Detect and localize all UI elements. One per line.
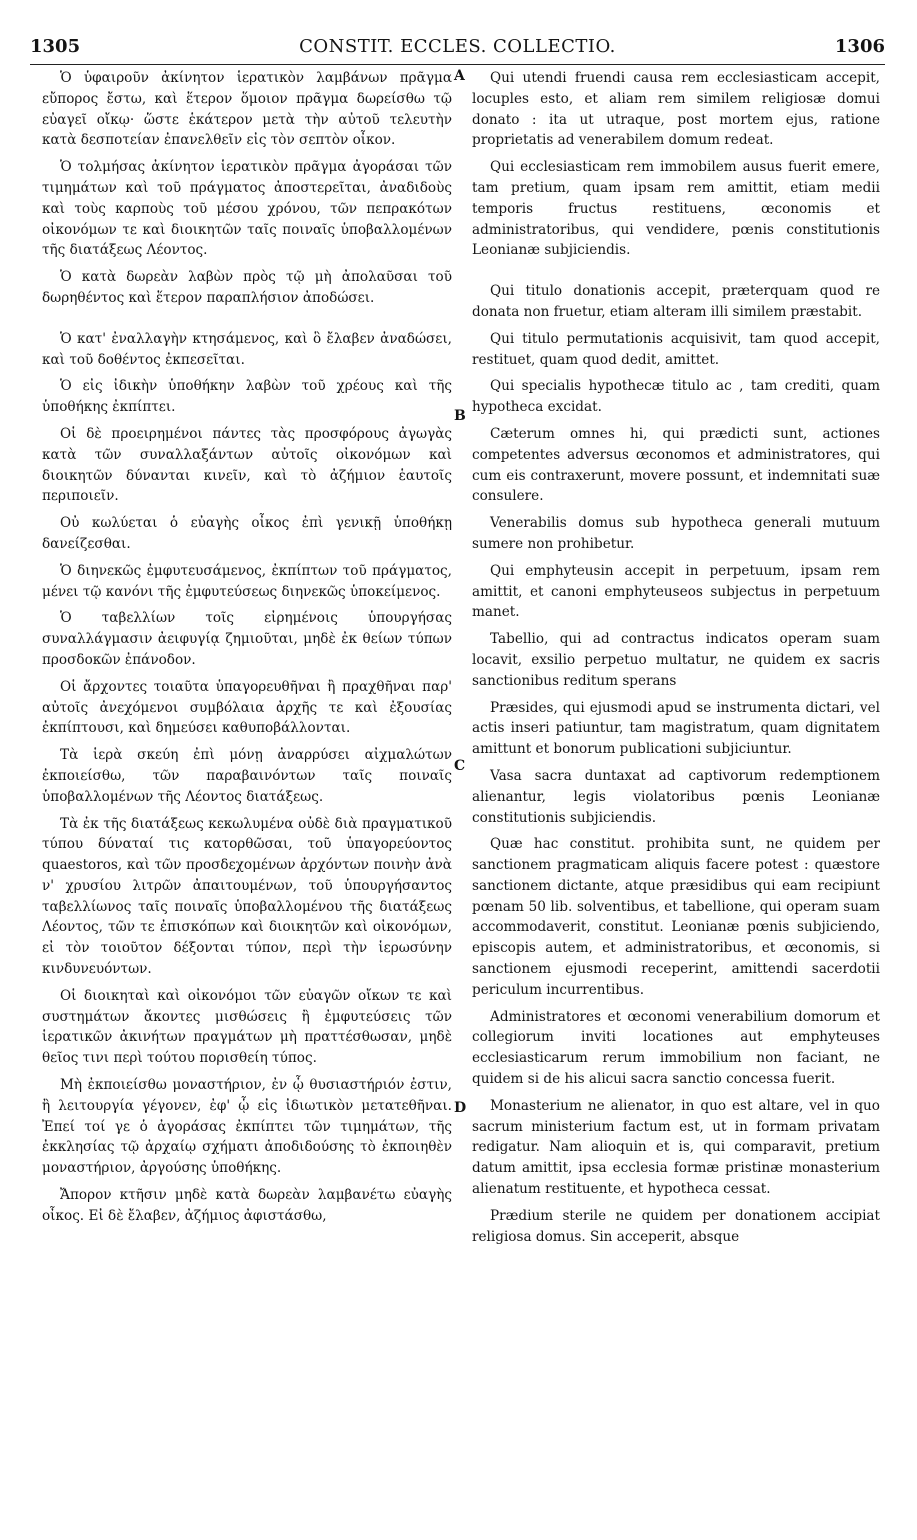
- latin-paragraph: Quæ hac constitut. prohibita sunt, ne quidem per sanctionem pragmaticam aliquis facere potest : quæstore sanctionem dictante, atque præsidibus qui eam recipiunt pœnam 50 lib. solventibus, et tabellione, qui operam suam accommodaverit, constitut. Leonianæ pœnis subjiciendo, episcopis autem, et administratoribus, et œconomis, si sanctionem ejusmodi receperint, amittendi sacerdotii periculum incurrentibus.: [472, 836, 880, 998]
- margin-marker-a: A: [454, 68, 465, 84]
- margin-marker-d: D: [454, 1100, 467, 1116]
- latin-paragraph: Qui utendi fruendi causa rem ecclesiasticam accepit, locuples esto, et aliam rem similem religiosæ domui donato : ita ut utraque, post mortem ejus, ratione proprietatis ad venerabilem domum redeat.: [472, 70, 880, 149]
- running-title: CONSTIT. ECCLES. COLLECTIO.: [299, 36, 616, 57]
- latin-paragraph: Administratores et œconomi venerabilium domorum et collegiorum inviti locationes aut emphyteuses ecclesiasticarum rerum immobilium non faciant, ne quidem si de his alicui sacra sanctio concessa fuerit.: [472, 1008, 880, 1088]
- latin-paragraph: Tabellio, qui ad contractus indicatos operam suam locavit, exsilio perpetuo multatur, ne quidem ex sacris sanctionibus reditum sperans: [472, 631, 880, 689]
- page-number-left: 1305: [30, 36, 81, 57]
- greek-paragraph: Ὁ εἰς ἰδικὴν ὑποθήκην λαβὼν τοῦ χρέους καὶ τῆς ὑποθήκης ἐκπίπτει.: [42, 378, 452, 416]
- latin-paragraph: Præsides, qui ejusmodi apud se instrumenta dictari, vel actis inseri patiuntur, tam magistratum, quam dignitatem amittunt et bonorum publicationi subjiciuntur.: [472, 699, 880, 758]
- greek-paragraph: Οὐ κωλύεται ὁ εὐαγὴς οἶκος ἐπὶ γενικῇ ὑποθήκῃ δανείζεσθαι.: [42, 515, 452, 552]
- latin-paragraph: Cæterum omnes hi, qui prædicti sunt, actiones competentes adversus œconomos et administratores, qui cum eis contraxerunt, movere possunt, et indemnitati suæ consulere.: [472, 425, 880, 505]
- header-rule: [30, 64, 885, 65]
- greek-paragraph: Ἄπορον κτῆσιν μηδὲ κατὰ δωρεὰν λαμβανέτω εὐαγὴς οἶκος. Εἰ δὲ ἔλαβεν, ἀζήμιος ἀφιστάσθω,: [42, 1187, 452, 1224]
- latin-paragraph: Qui ecclesiasticam rem immobilem ausus fuerit emere, tam pretium, quam ipsam rem amittit, etiam medii temporis fructus restituens, œconomis et administratoribus, qui vendidere, pœnis constitutionis Leonianæ subjiciendis.: [472, 159, 880, 259]
- latin-paragraph: Qui emphyteusin accepit in perpetuum, ipsam rem amittit, et canoni emphyteuseos subjectus in perpetuum manet.: [472, 562, 880, 621]
- greek-paragraph: Ὁ ταβελλίων τοῖς εἰρημένοις ὑπουργήσας συναλλάγμασιν ἀειφυγίᾳ ζημιοῦται, μηδὲ ἐκ θείων τύπων προσδοκῶν ἐπάνοδον.: [42, 610, 452, 668]
- latin-paragraph: Venerabilis domus sub hypotheca generali mutuum sumere non prohibetur.: [472, 515, 880, 552]
- greek-paragraph: Μὴ ἐκποιείσθω μοναστήριον, ἐν ᾧ θυσιαστήριόν ἐστιν, ἢ λειτουργία γέγονεν, ἐφ' ᾧ εἰς ἰδιωτικὸν μετατεθῆναι. Ἐπεί τοί γε ὁ ἀγοράσας ἐκπίπτει τῶν τιμημάτων, τῆς ἐκκλησίας τῷ ἀρχαίῳ σχήματι ἀποδιδούσης τὸ ἐκποιηθὲν μοναστήριον, ἀργούσης ὑποθήκης.: [42, 1077, 452, 1177]
- greek-paragraph: Ὁ ὑφαιροῦν ἀκίνητον ἱερατικὸν λαμβάνων πρᾶγμα εὔπορος ἔστω, καὶ ἕτερον ὅμοιον πρᾶγμα δωρείσθω τῷ εὐαγεῖ οἴκῳ· ὥστε ἑκάτερον μετὰ τὴν αὐτοῦ τελευτὴν κατὰ δεσποτείαν ἐπανελθεῖν εἰς τὸν σεπτὸν οἶκον.: [42, 70, 452, 149]
- greek-paragraph: Ὁ κατ' ἐναλλαγὴν κτησάμενος, καὶ ὃ ἔλαβεν ἀναδώσει, καὶ τοῦ δοθέντος ἐκπεσεῖται.: [42, 330, 452, 368]
- margin-marker-b: B: [454, 408, 466, 424]
- greek-paragraph: Ὁ διηνεκῶς ἐμφυτευσάμενος, ἐκπίπτων τοῦ πράγματος, μένει τῷ κανόνι τῆς ἐμφυτεύσεως διηνεκῶς ὑποκείμενος.: [42, 562, 452, 600]
- latin-paragraph: Vasa sacra duntaxat ad captivorum redemptionem alienantur, legis violatoribus pœnis Leonianæ constitutionis subjiciendis.: [472, 767, 880, 826]
- greek-paragraph: Οἱ διοικηταὶ καὶ οἰκονόμοι τῶν εὐαγῶν οἴκων τε καὶ συστημάτων ἄκοντες μισθώσεις ἢ ἐμφυτεύσεις τῶν ἱερατικῶν ἀκινήτων πραγμάτων μὴ πραττέσθωσαν, μηδὲ θεῖος τινι περὶ τούτου πορισθείη τύπος.: [42, 987, 452, 1067]
- greek-paragraph: Τὰ ἐκ τῆς διατάξεως κεκωλυμένα οὐδὲ διὰ πραγματικοῦ τύπου δύναταί τις κατορθῶσαι, τοῦ ὑπαγορεύοντος quaestoros, καὶ τῶν προσδεχομένων ἀρχόντων ποινὴν ἀνὰ ν' χρυσίου λιτρῶν ἀπαιτουμένων, τοῦ ὑπουργήσαντος ταβελλίωνος ταῖς ποιναῖς ὑποβαλλομένου τῆς διατάξεως Λέοντος, τῶν τε ἐπισκόπων καὶ διοικητῶν καὶ οἰκονόμων, εἰ τὸν τοιοῦτον δέξονται τύπον, περὶ τὴν ἱερωσύνην κινδυνευόντων.: [42, 815, 452, 978]
- greek-paragraph: Ὁ κατὰ δωρεὰν λαβὼν πρὸς τῷ μὴ ἀπολαῦσαι τοῦ δωρηθέντος καὶ ἕτερον παραπλήσιον ἀποδώσει.: [42, 269, 452, 306]
- greek-paragraph: Ὁ τολμήσας ἀκίνητον ἱερατικὸν πρᾶγμα ἀγοράσαι τῶν τιμημάτων καὶ τοῦ πράγματος ἀποστερεῖται, ἀναδιδοὺς καὶ τοὺς καρποὺς τοῦ μέσου χρόνου, τῶν πεπρακότων οἰκονόμων τε καὶ διοικητῶν ταῖς ποιναῖς ὑποβαλλομένων τῆς διατάξεως Λέοντος.: [42, 159, 452, 259]
- latin-paragraph: Qui titulo donationis accepit, præterquam quod re donata non fruetur, etiam alteram illi similem præstabit.: [472, 283, 880, 320]
- latin-paragraph: Qui titulo permutationis acquisivit, tam quod accepit, restituet, quam quod dedit, amittet.: [472, 330, 880, 368]
- page-header: [30, 30, 885, 60]
- greek-paragraph: Οἱ ἄρχοντες τοιαῦτα ὑπαγορευθῆναι ἢ πραχθῆναι παρ' αὐτοῖς ἀνεχόμενοι συμβόλαια ἀρχῆς τε καὶ ἐξουσίας ἐκπίπτουσι, καὶ δημεύσει καθυποβάλλονται.: [42, 678, 452, 737]
- latin-paragraph: Qui specialis hypothecæ titulo ac , tam crediti, quam hypotheca excidat.: [472, 378, 880, 416]
- greek-column: [42, 68, 452, 1233]
- latin-paragraph: Monasterium ne alienator, in quo est altare, vel in quo sacrum ministerium factum est, ut in formam privatam redigatur. Nam alioquin et is, qui comparavit, pretium datum amittit, ipsa ecclesia formæ pristinæ monasterium alienatum restituente, et hypotheca cessat.: [472, 1097, 880, 1198]
- page-number-right: 1306: [834, 36, 885, 57]
- latin-paragraph: Prædium sterile ne quidem per donationem accipiat religiosa domus. Sin acceperit, absque: [472, 1207, 880, 1245]
- greek-paragraph: Τὰ ἱερὰ σκεύη ἐπὶ μόνῃ ἀναρρύσει αἰχμαλώτων ἐκποιείσθω, τῶν παραβαινόντων ταῖς ποιναῖς ὑποβαλλομένων τῆς Λέοντος διατάξεως.: [42, 747, 452, 805]
- greek-paragraph: Οἱ δὲ προειρημένοι πάντες τὰς προσφόρους ἀγωγὰς κατὰ τῶν συναλλαξάντων αὐτοῖς οἰκονόμων καὶ διοικητῶν δύνανται κινεῖν, καὶ τὸ ἀζήμιον ἑαυτοῖς περιποιεῖν.: [42, 425, 452, 505]
- margin-marker-c: C: [454, 758, 466, 774]
- latin-column: [472, 68, 880, 1253]
